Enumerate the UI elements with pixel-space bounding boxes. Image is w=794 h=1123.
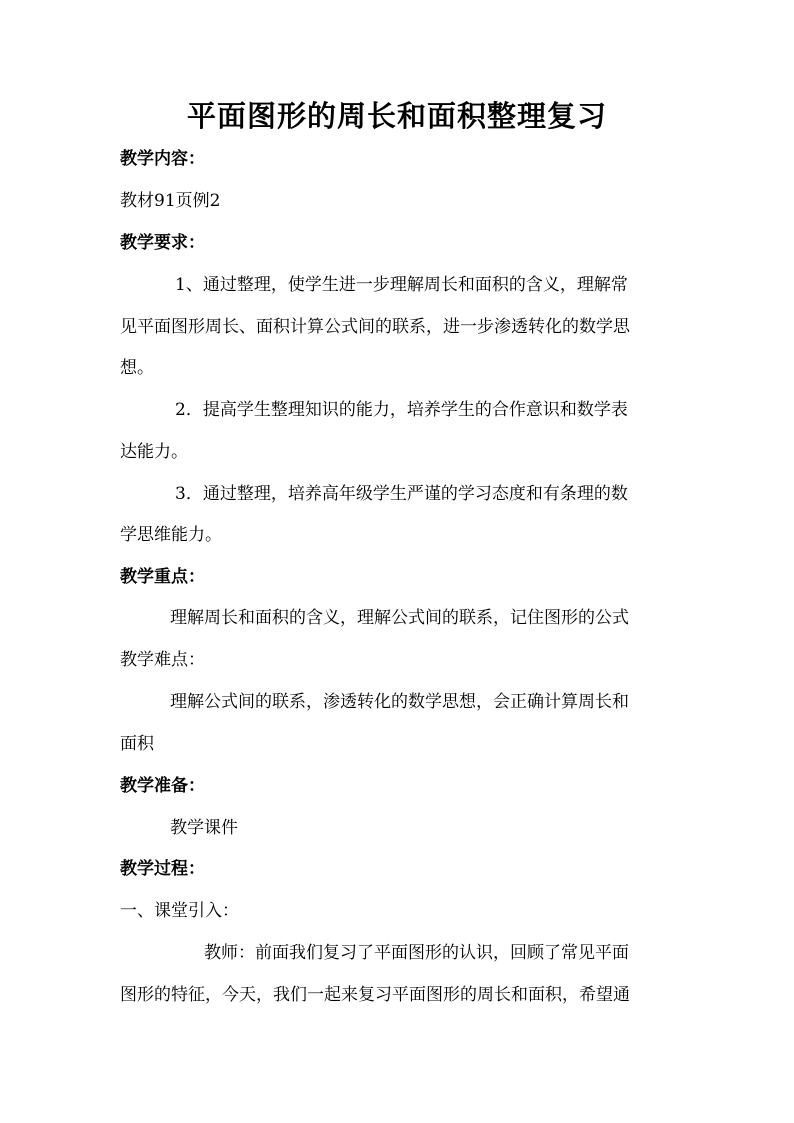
intro-line-1: 教师：前面我们复习了平面图形的认识，回顾了常见平面 — [204, 943, 629, 963]
requirement-3-line-1: 3．通过整理，培养高年级学生严谨的学习态度和有条理的数 — [175, 484, 628, 504]
intro-heading: 一、课堂引入： — [120, 901, 239, 921]
preparation-heading: 教学准备： — [120, 776, 205, 796]
requirement-2-line-1: 2．提高学生整理知识的能力，培养学生的合作意识和数学表 — [175, 400, 628, 420]
requirement-3-line-2: 学思维能力。 — [120, 525, 222, 545]
process-heading: 教学过程： — [120, 859, 205, 879]
requirement-2-line-2: 达能力。 — [120, 442, 188, 462]
requirement-1-line-1: 1、通过整理，使学生进一步理解周长和面积的含义，理解常 — [175, 275, 628, 295]
content-text: 教材91页例2 — [120, 191, 221, 211]
difficulty-line-2: 面积 — [120, 734, 154, 754]
requirements-heading: 教学要求： — [120, 233, 205, 253]
requirement-1-line-2: 见平面图形周长、面积计算公式间的联系，进一步渗透转化的数学思 — [120, 317, 630, 337]
intro-line-2: 图形的特征，今天，我们一起来复习平面图形的周长和面积，希望通 — [120, 985, 630, 1005]
requirement-1-line-3: 想。 — [120, 358, 154, 378]
page-title: 平面图形的周长和面积整理复习 — [186, 99, 607, 133]
content-heading: 教学内容： — [120, 149, 205, 169]
keypoints-heading: 教学重点： — [120, 567, 205, 587]
difficulty-line-1: 理解公式间的联系，渗透转化的数学思想，会正确计算周长和 — [170, 692, 629, 712]
preparation-text: 教学课件 — [170, 818, 238, 838]
difficulty-heading: 教学难点： — [120, 650, 205, 670]
keypoints-text: 理解周长和面积的含义，理解公式间的联系，记住图形的公式 — [170, 608, 629, 628]
